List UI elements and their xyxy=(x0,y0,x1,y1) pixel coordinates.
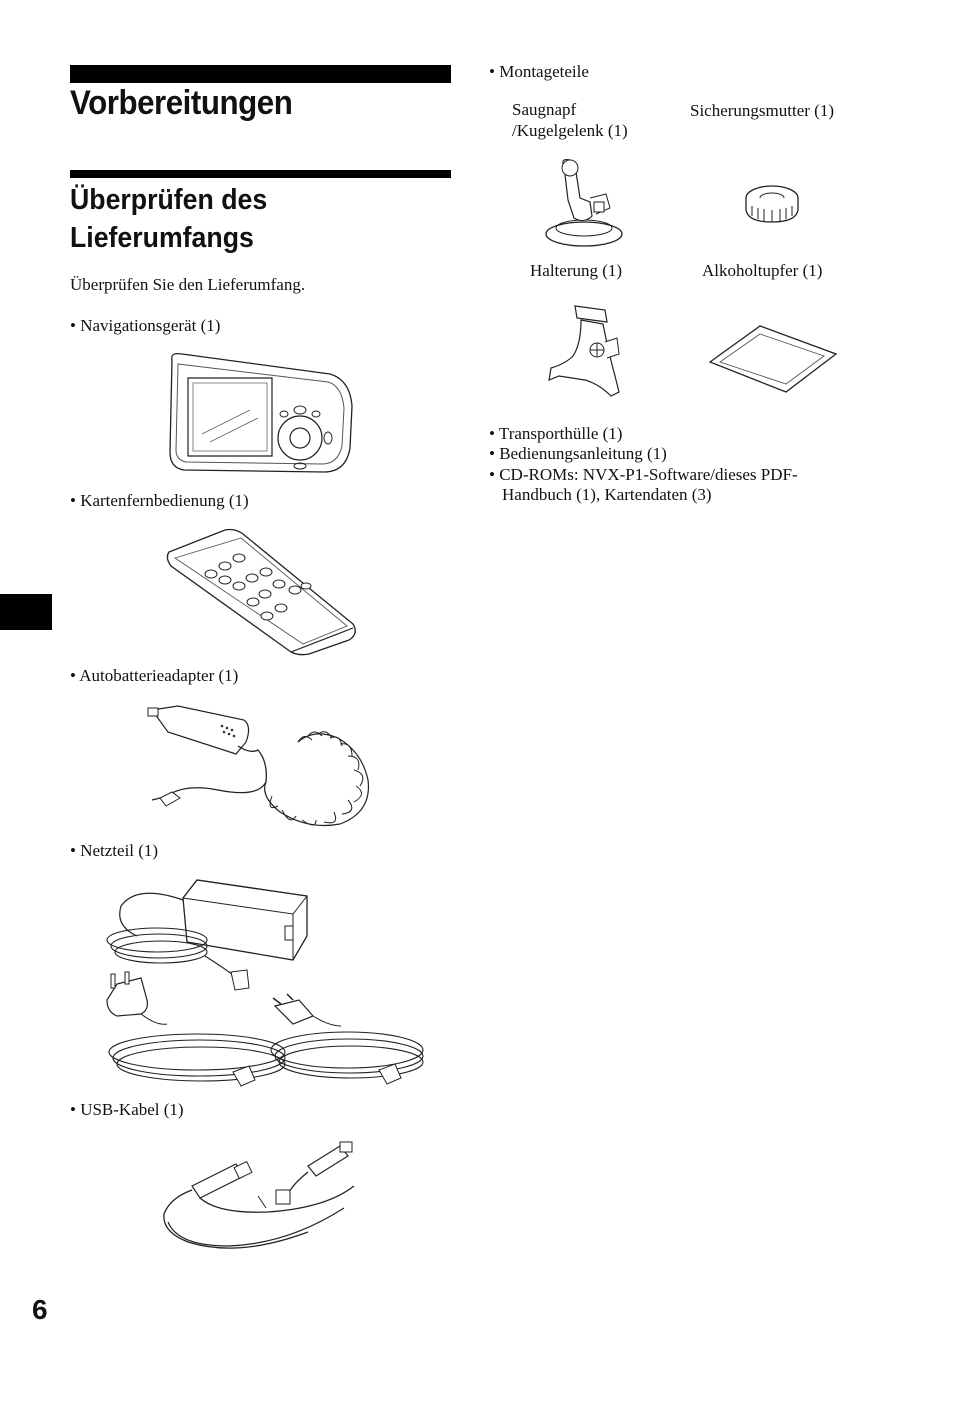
alcohol-swab-illustration xyxy=(708,324,838,394)
item-navigation-device: • Navigationsgerät (1) xyxy=(70,316,220,336)
item-transport-case: • Transporthülle (1) xyxy=(489,424,622,444)
item-card-remote: • Kartenfernbedienung (1) xyxy=(70,491,249,511)
page-tab-marker xyxy=(0,594,52,630)
lock-nut-label: Sicherungsmutter (1) xyxy=(690,101,834,120)
item-cd-roms-continuation: Handbuch (1), Kartendaten (3) xyxy=(502,485,712,504)
item-car-battery-adapter: • Autobatterieadapter (1) xyxy=(70,666,238,686)
item-power-adapter: • Netzteil (1) xyxy=(70,841,158,861)
navigation-device-illustration xyxy=(162,352,357,476)
subsection-title: Überprüfen des Lieferumfangs xyxy=(70,184,268,254)
section-title: Vorbereitungen xyxy=(70,84,293,122)
item-usb-cable: • USB-Kabel (1) xyxy=(70,1100,184,1120)
item-mounting-parts: • Montageteile xyxy=(489,62,589,82)
suction-cup-label-line2: /Kugelgelenk (1) xyxy=(512,121,628,140)
section-rule xyxy=(70,65,451,83)
holder-illustration xyxy=(545,304,625,400)
car-battery-adapter-illustration xyxy=(148,702,374,832)
suction-cup-label-line1: Saugnapf xyxy=(512,100,577,119)
subsection-rule xyxy=(70,170,451,178)
power-adapter-illustration xyxy=(97,876,427,1098)
item-operating-manual: • Bedienungsanleitung (1) xyxy=(489,444,667,464)
card-remote-illustration xyxy=(163,528,359,656)
alcohol-swab-label: Alkoholtupfer (1) xyxy=(702,261,823,280)
suction-cup-illustration xyxy=(544,158,626,250)
holder-label: Halterung (1) xyxy=(530,261,623,280)
usb-cable-illustration xyxy=(158,1142,364,1258)
intro-text: Überprüfen Sie den Lieferumfang. xyxy=(70,275,306,294)
page-number: 6 xyxy=(32,1294,48,1325)
item-cd-roms: • CD-ROMs: NVX-P1-Software/dieses PDF- xyxy=(489,465,798,485)
lock-nut-illustration xyxy=(744,184,800,224)
